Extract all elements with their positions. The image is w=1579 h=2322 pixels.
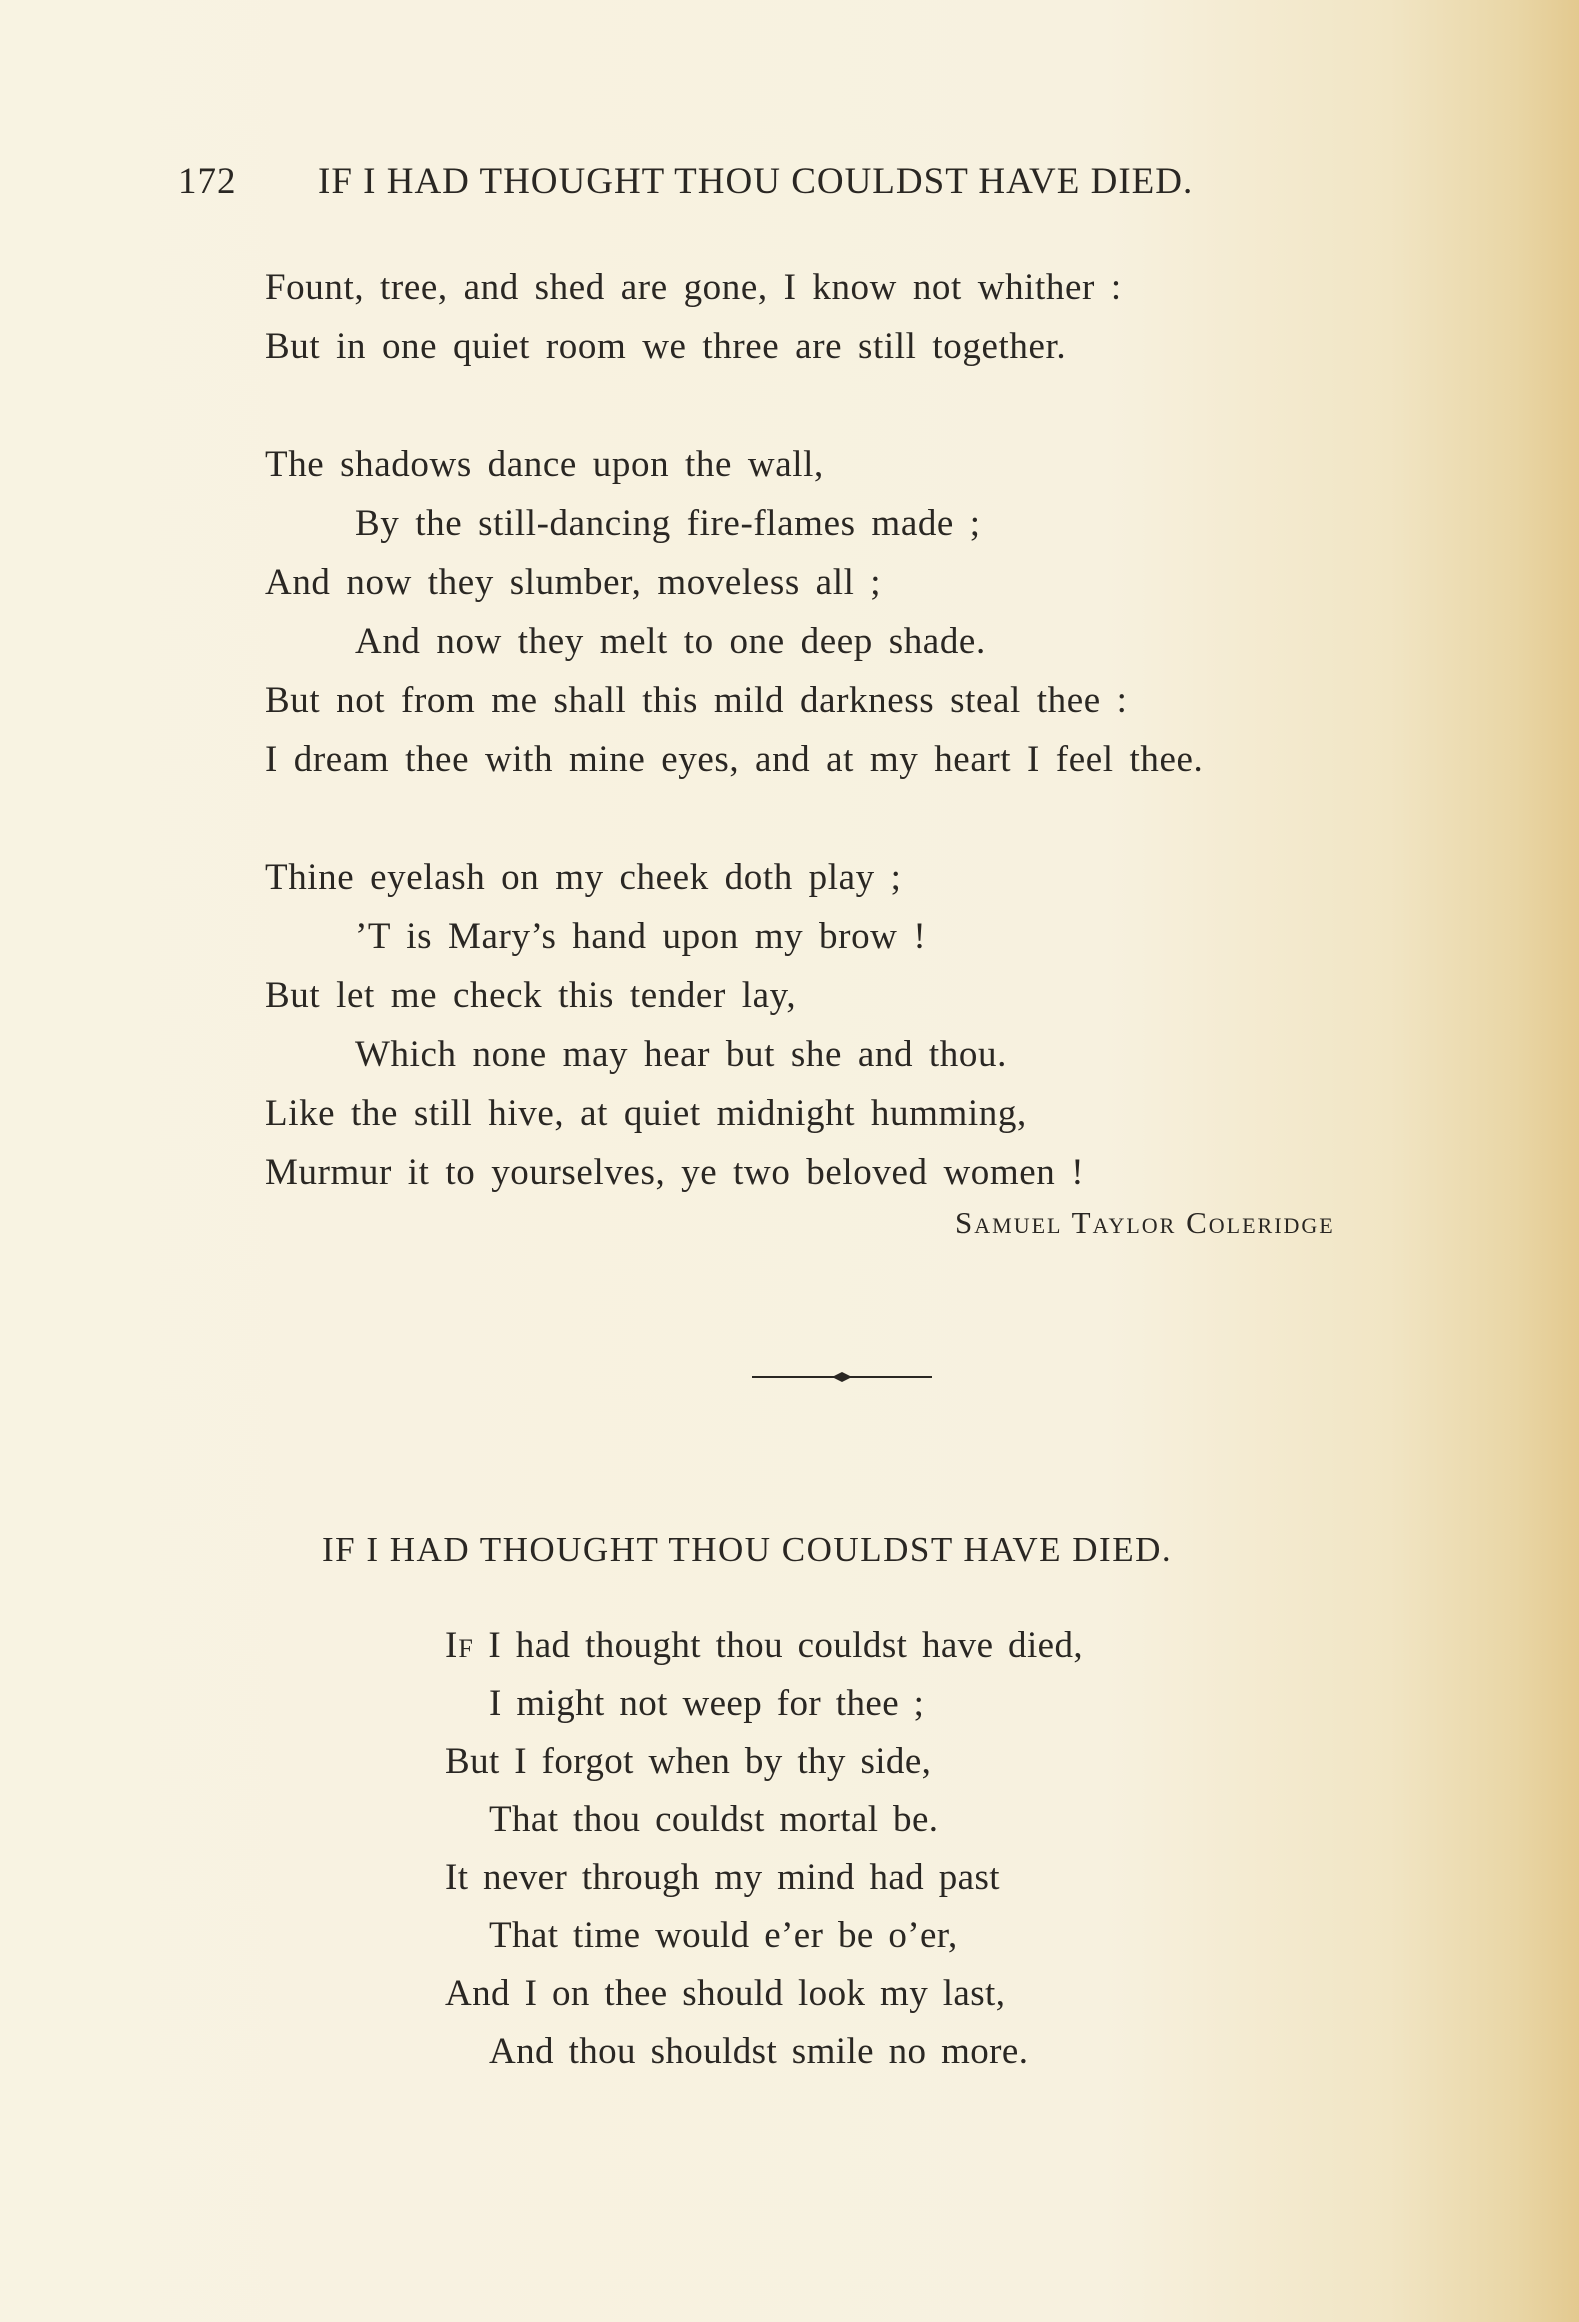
poem-line: The shadows dance upon the wall, <box>265 444 824 485</box>
poem-first-line-rest: I had thought thou couldst have died, <box>473 1625 1083 1666</box>
poem-line: I dream thee with mine eyes, and at my heart I feel thee. <box>265 739 1204 780</box>
poem-line: And I on thee should look my last, <box>445 1973 1006 2014</box>
poem-line: Like the still hive, at quiet midnight humming, <box>265 1093 1027 1134</box>
stanza-break <box>265 376 1203 435</box>
poem-line: It never through my mind had past <box>445 1857 1000 1898</box>
poem-first-word: If <box>445 1625 474 1666</box>
poem-coleridge-verse <box>265 258 1203 1202</box>
poem-line: But let me check this tender lay, <box>265 975 797 1016</box>
poem-line: Fount, tree, and shed are gone, I know not whither : <box>265 267 1122 308</box>
poem-line: But I forgot when by thy side, <box>445 1741 932 1782</box>
poem-line <box>445 1617 1083 1675</box>
poem-author: Samuel Taylor Coleridge <box>955 1205 1335 1240</box>
poem-line: I might not weep for thee ; <box>489 1683 925 1724</box>
poem-second-verse <box>445 1617 1083 2081</box>
poem-line: And thou shouldst smile no more. <box>489 2031 1029 2072</box>
poem-line: ’T is Mary’s hand upon my brow ! <box>355 916 927 957</box>
poem-title: IF I HAD THOUGHT THOU COULDST HAVE DIED. <box>322 1530 1173 1569</box>
poem-line: But in one quiet room we three are still together. <box>265 326 1067 367</box>
running-head: IF I HAD THOUGHT THOU COULDST HAVE DIED. <box>318 161 1194 202</box>
poem-line: Murmur it to yourselves, ye two beloved women ! <box>265 1152 1085 1193</box>
poem-line: But not from me shall this mild darkness steal thee : <box>265 680 1128 721</box>
section-divider-ornament <box>752 1370 932 1384</box>
page-number: 172 <box>178 161 237 202</box>
poem-line: Thine eyelash on my cheek doth play ; <box>265 857 902 898</box>
stanza-break <box>265 789 1203 848</box>
poem-line: Which none may hear but she and thou. <box>355 1034 1007 1075</box>
poem-line: That thou couldst mortal be. <box>489 1799 939 1840</box>
poem-line: That time would e’er be o’er, <box>489 1915 958 1956</box>
page-header <box>178 160 1358 220</box>
poem-line: And now they melt to one deep shade. <box>355 621 986 662</box>
poem-line: By the still-dancing fire-flames made ; <box>355 503 981 544</box>
poem-line: And now they slumber, moveless all ; <box>265 562 882 603</box>
